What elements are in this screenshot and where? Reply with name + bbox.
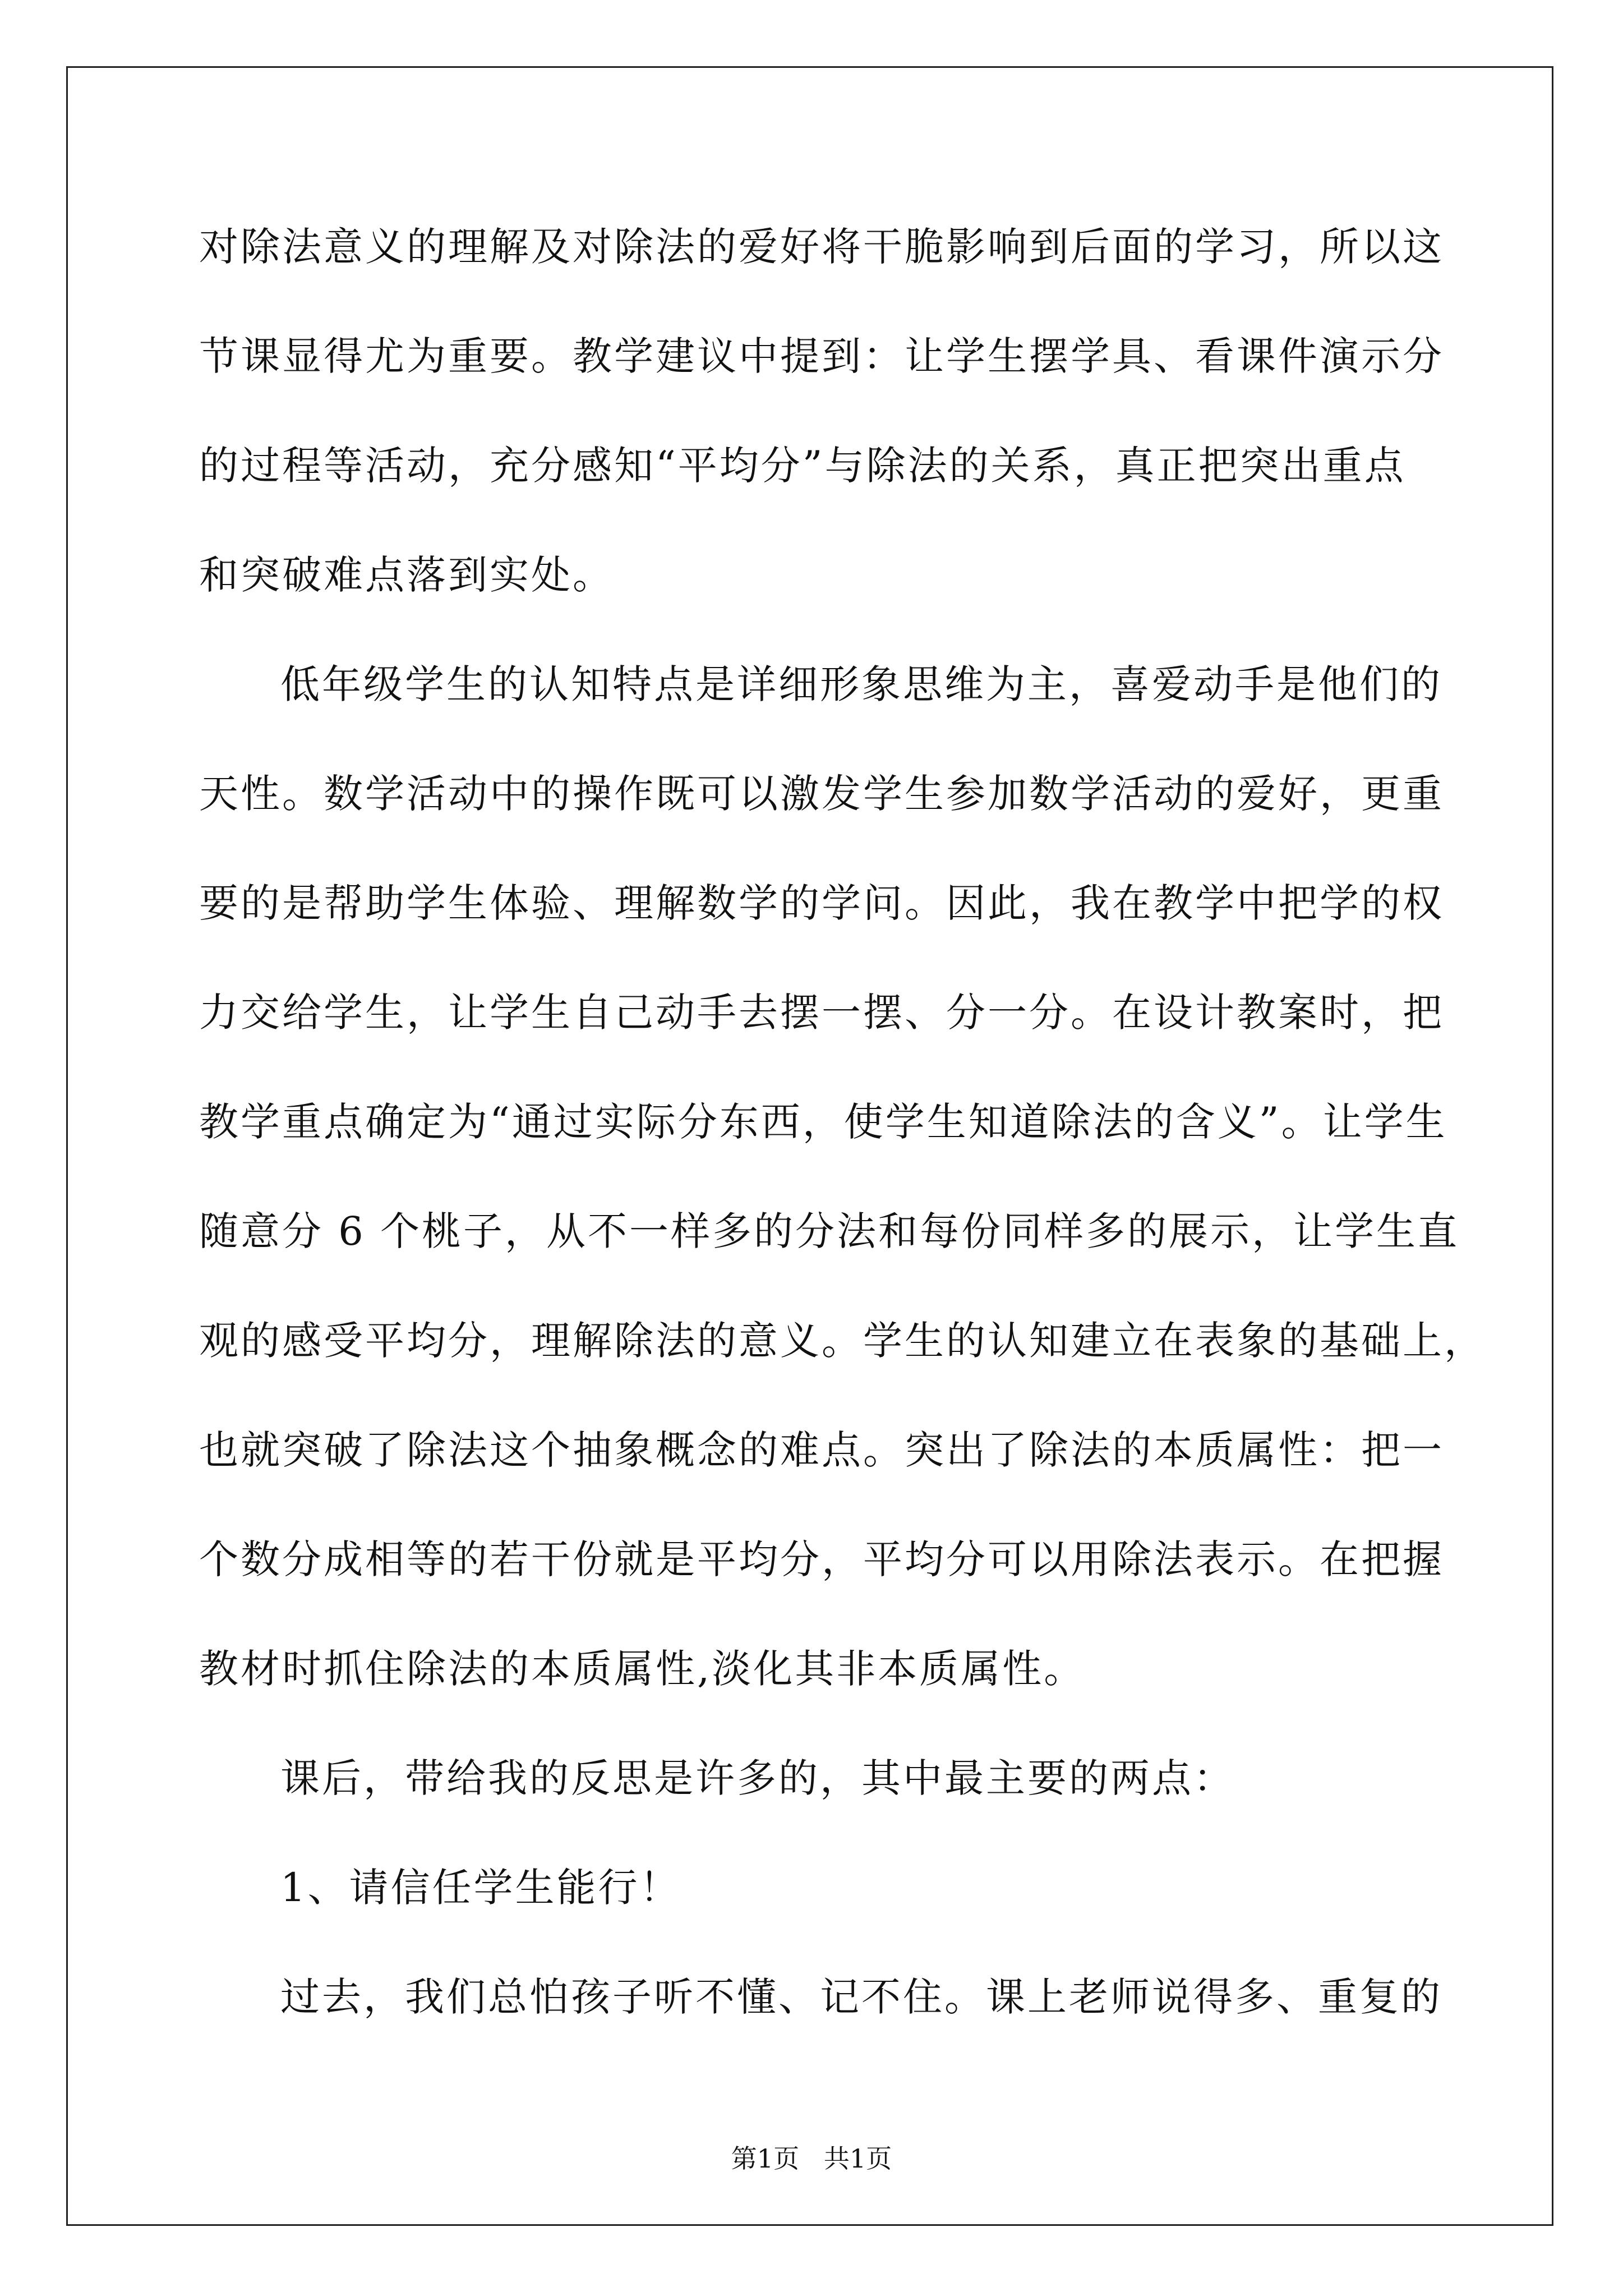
- text-line: 和突破难点落到实处。: [199, 552, 614, 598]
- text-line: 教材时抓住除法的本质属性,淡化其非本质属性。: [199, 1646, 1086, 1692]
- list-item-heading: 1、请信任学生能行！: [280, 1865, 681, 1911]
- text-line: 观的感受平均分，理解除法的意义。学生的认知建立在表象的基础上，: [199, 1318, 1486, 1364]
- text-line: 随意分 6 个桃子，从不一样多的分法和每份同样多的展示，让学生直: [199, 1208, 1460, 1254]
- text-line: 教学重点确定为“通过实际分东西，使学生知道除法的含义”。让学生: [199, 1099, 1447, 1145]
- paragraph-start-line: 低年级学生的认知特点是详细形象思维为主，喜爱动手是他们的: [280, 661, 1442, 707]
- text-line: 力交给学生，让学生自己动手去摆一摆、分一分。在设计教案时，把: [199, 990, 1444, 1036]
- text-line: 对除法意义的理解及对除法的爱好将干脆影响到后面的学习，所以这: [199, 224, 1444, 270]
- text-line: 个数分成相等的若干份就是平均分，平均分可以用除法表示。在把握: [199, 1536, 1444, 1582]
- paragraph-start-line: 课后，带给我的反思是许多的，其中最主要的两点：: [280, 1755, 1235, 1801]
- text-line: 天性。数学活动中的操作既可以激发学生参加数学活动的爱好，更重: [199, 771, 1444, 817]
- text-line: 要的是帮助学生体验、理解数学的学问。因此，我在教学中把学的权: [199, 880, 1444, 926]
- text-line: 也就突破了除法这个抽象概念的难点。突出了除法的本质属性：把一: [199, 1427, 1444, 1473]
- page-number-footer: 第1页 共1页: [731, 2143, 892, 2174]
- text-line: 节课显得尤为重要。教学建议中提到：让学生摆学具、看课件演示分: [199, 333, 1444, 379]
- text-line: 的过程等活动，充分感知“平均分”与除法的关系，真正把突出重点: [199, 443, 1406, 489]
- paragraph-start-line: 过去，我们总怕孩子听不懂、记不住。课上老师说得多、重复的: [280, 1974, 1442, 2020]
